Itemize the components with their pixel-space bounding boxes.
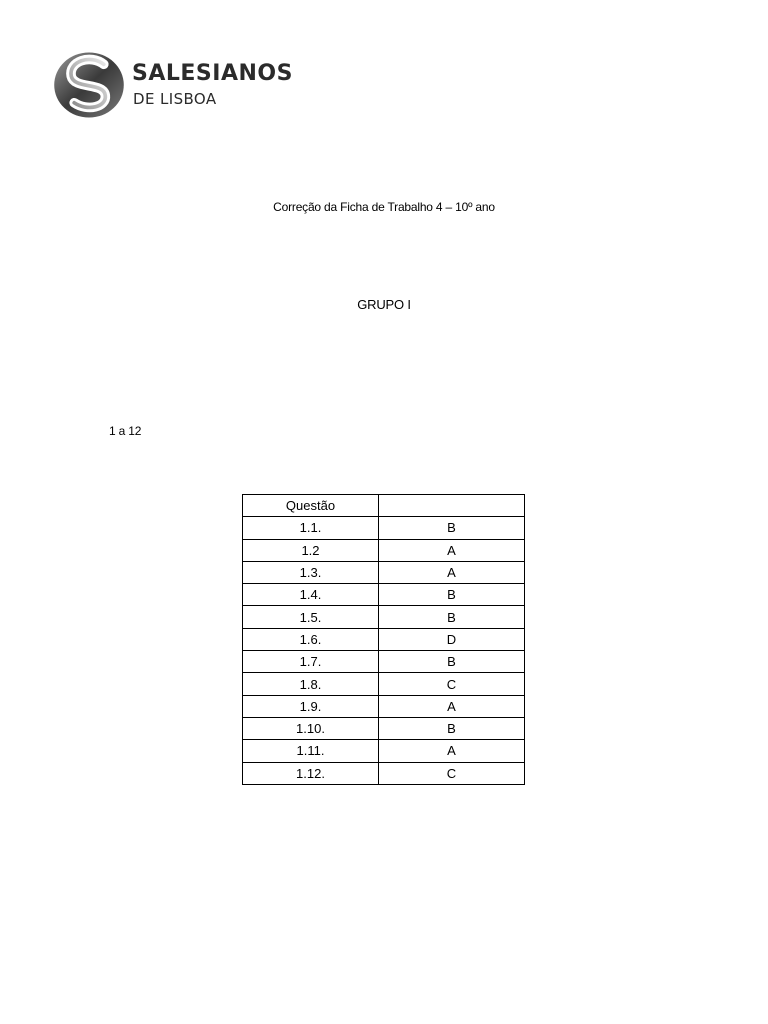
- question-cell: 1.12.: [243, 762, 379, 784]
- header-answer: [379, 495, 525, 517]
- question-cell: 1.4.: [243, 584, 379, 606]
- logo-brand-text: SALESIANOS: [132, 61, 293, 86]
- question-cell: 1.10.: [243, 717, 379, 739]
- answer-cell: B: [379, 717, 525, 739]
- answer-cell: B: [379, 517, 525, 539]
- answer-cell: A: [379, 695, 525, 717]
- question-cell: 1.8.: [243, 673, 379, 695]
- question-cell: 1.11.: [243, 740, 379, 762]
- logo-subtitle-text: DE LISBOA: [133, 90, 217, 108]
- question-cell: 1.1.: [243, 517, 379, 539]
- answer-cell: D: [379, 628, 525, 650]
- answer-cell: C: [379, 673, 525, 695]
- answer-cell: C: [379, 762, 525, 784]
- table-row: [243, 740, 525, 762]
- table-row: [243, 561, 525, 583]
- salesianos-logo: [52, 48, 293, 124]
- question-cell: 1.6.: [243, 628, 379, 650]
- answer-cell: B: [379, 606, 525, 628]
- question-cell: 1.9.: [243, 695, 379, 717]
- answer-cell: B: [379, 651, 525, 673]
- document-title: Correção da Ficha de Trabalho 4 – 10º ano: [273, 200, 495, 214]
- table-header-row: [243, 495, 525, 517]
- table-row: [243, 651, 525, 673]
- answer-cell: B: [379, 584, 525, 606]
- table-row: [243, 584, 525, 606]
- answers-table: [242, 494, 525, 785]
- answer-cell: A: [379, 561, 525, 583]
- table-row: [243, 762, 525, 784]
- table-row: [243, 628, 525, 650]
- salesianos-s-icon: [52, 48, 126, 122]
- question-cell: 1.2: [243, 539, 379, 561]
- table-row: [243, 539, 525, 561]
- group-title: GRUPO I: [357, 297, 411, 312]
- answer-cell: A: [379, 539, 525, 561]
- question-cell: 1.5.: [243, 606, 379, 628]
- table-row: [243, 606, 525, 628]
- table-row: [243, 517, 525, 539]
- table-row: [243, 695, 525, 717]
- table-row: [243, 673, 525, 695]
- header-question: Questão: [243, 495, 379, 517]
- question-range-label: 1 a 12: [109, 424, 142, 438]
- table-row: [243, 717, 525, 739]
- question-cell: 1.7.: [243, 651, 379, 673]
- question-cell: 1.3.: [243, 561, 379, 583]
- answer-cell: A: [379, 740, 525, 762]
